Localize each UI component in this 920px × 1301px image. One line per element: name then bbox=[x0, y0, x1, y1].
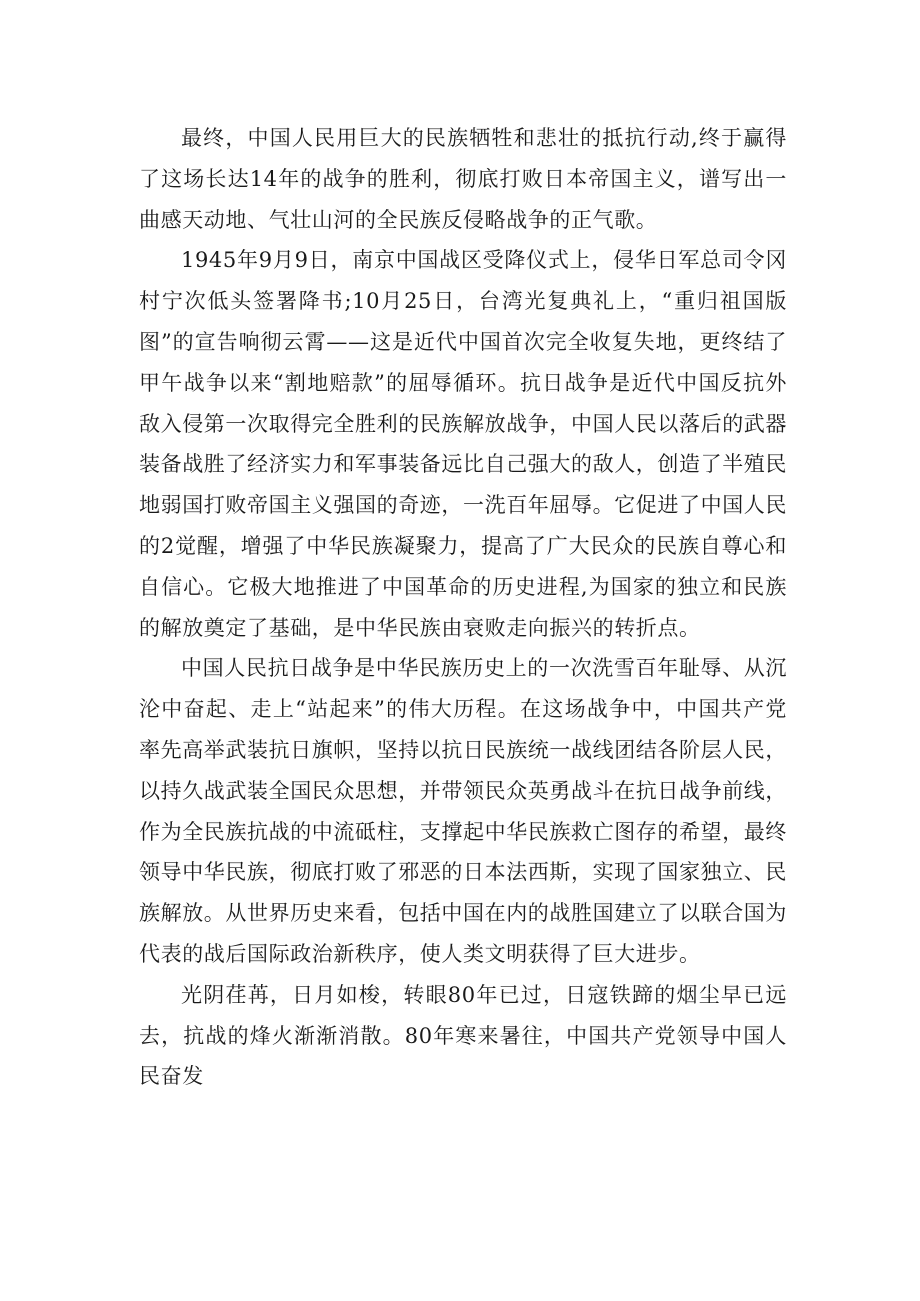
paragraph-3: 中国人民抗日战争是中华民族历史上的一次洗雪百年耻辱、从沉沦中奋起、走上“站起来”的伟大历程。在这场战争中，中国共产党率先高举武装抗日旗帜，坚持以抗日民族统一战线团结各阶层人民，以持久战武装全国民众思想，并带领民众英勇战斗在抗日战争前线，作为全民族抗战的中流砥柱，支撑起中华民族救亡图存的希望，最终领导中华民族，彻底打败了邪恶的日本法西斯，实现了国家独立、民族解放。从世界历史来看，包括中国在内的战胜国建立了以联合国为代表的战后国际政治新秩序，使人类文明获得了巨大进步。 bbox=[139, 656, 787, 966]
paragraph-4: 光阴荏苒，日月如梭，转眼80年已过，日寇铁蹄的烟尘早已远去，抗战的烽火渐渐消散。80年寒来暑往，中国共产党领导中国人民奋发 bbox=[139, 982, 787, 1089]
document-body bbox=[139, 118, 787, 1097]
paragraph-2: 1945年9月9日，南京中国战区受降仪式上，侵华日军总司令冈村宁次低头签署降书;10月25日，台湾光复典礼上，“重归祖国版图”的宣告响彻云霄——这是近代中国首次完全收复失地，更终结了甲午战争以来“割地赔款”的屈辱循环。抗日战争是近代中国反抗外敌入侵第一次取得完全胜利的民族解放战争，中国人民以落后的武器装备战胜了经济实力和军事装备远比自己强大的敌人，创造了半殖民地弱国打败帝国主义强国的奇迹，一洗百年屈辱。它促进了中国人民的2觉醒，增强了中华民族凝聚力，提高了广大民众的民族自尊心和自信心。它极大地推进了中国革命的历史进程,为国家的独立和民族的解放奠定了基础，是中华民族由衰败走向振兴的转折点。 bbox=[139, 248, 787, 640]
paragraph-1: 最终，中国人民用巨大的民族牺牲和悲壮的抵抗行动,终于赢得了这场长达14年的战争的胜利，彻底打败日本帝国主义，谱写出一曲感天动地、气壮山河的全民族反侵略战争的正气歌。 bbox=[139, 126, 787, 232]
